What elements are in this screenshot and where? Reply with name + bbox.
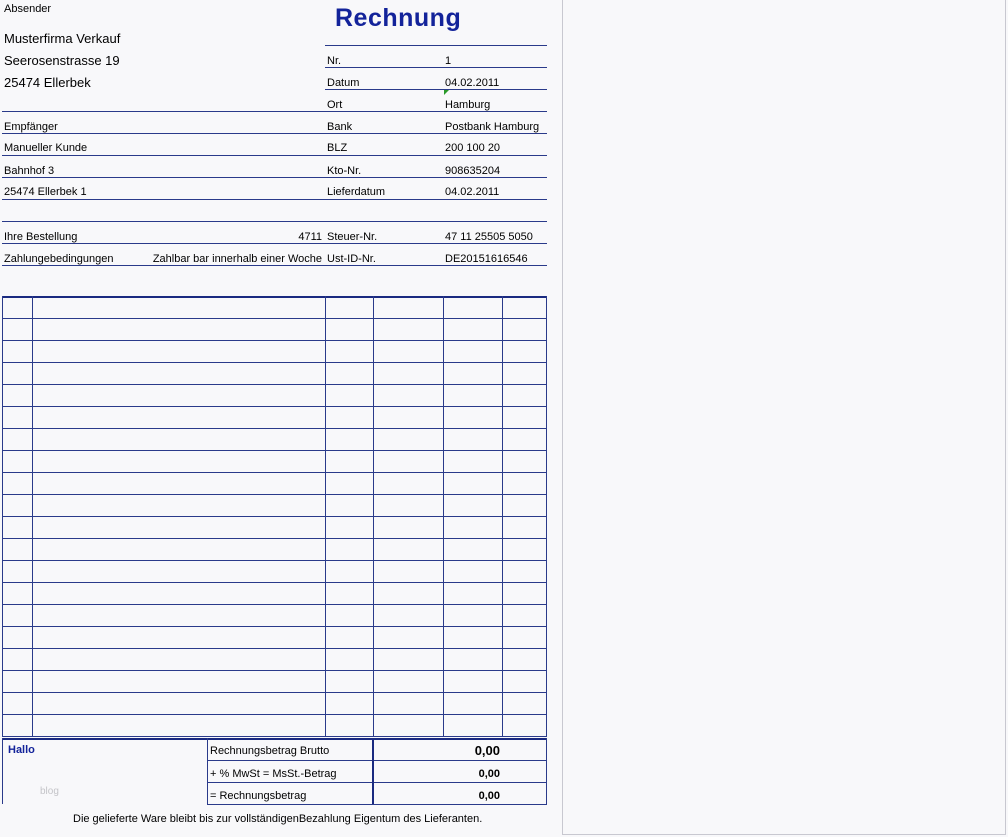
table-row-line — [2, 472, 547, 473]
totals-row-line — [207, 782, 547, 783]
detail-value: 04.02.2011 — [445, 77, 500, 89]
table-column-line — [546, 296, 547, 736]
divider-line — [2, 199, 547, 200]
footer-note: Die gelieferte Ware bleibt bis zur vollständigenBezahlung Eigentum des Lieferanten. — [73, 813, 483, 825]
totals-column-line — [207, 738, 208, 804]
table-column-line — [32, 296, 33, 736]
detail-value: Hamburg — [445, 99, 491, 111]
divider-line — [2, 155, 547, 156]
payment-terms-label: Zahlungebedingungen — [4, 253, 114, 265]
table-row-line — [2, 714, 547, 715]
table-column-line — [443, 296, 444, 736]
cell-comment-marker — [444, 90, 449, 95]
empty-sheet-area — [562, 0, 1006, 835]
table-row-line — [2, 582, 547, 583]
totals-row-line — [207, 760, 547, 761]
table-grid-line — [2, 296, 547, 298]
divider-line — [2, 111, 547, 112]
detail-value: 1 — [445, 55, 452, 67]
table-row-line — [2, 362, 547, 363]
table-row-line — [2, 604, 547, 605]
total-value: 0,00 — [474, 743, 500, 758]
divider-line — [2, 265, 547, 266]
table-row-line — [2, 516, 547, 517]
table-row-line — [2, 560, 547, 561]
detail-label: Ort — [327, 99, 343, 111]
totals-top-line — [2, 738, 547, 740]
recipient-name: Manueller Kunde — [4, 142, 88, 154]
watermark-text: blog — [40, 786, 59, 797]
table-row-line — [2, 670, 547, 671]
totals-column-line — [546, 738, 547, 804]
detail-value: 908635204 — [445, 165, 501, 177]
table-row-line — [2, 318, 547, 319]
total-value: 0,00 — [478, 790, 500, 802]
sender-street: Seerosenstrasse 19 — [4, 53, 120, 68]
detail-label: Bank — [327, 121, 353, 133]
sender-city: 25474 Ellerbek — [4, 75, 91, 90]
table-column-line — [373, 296, 374, 736]
recipient-city: 25474 Ellerbek 1 — [4, 186, 87, 198]
total-label: + % MwSt = MsSt.-Betrag — [210, 768, 337, 780]
divider-line — [325, 45, 547, 46]
invoice-title: Rechnung — [335, 4, 462, 32]
totals-row-line — [207, 804, 547, 805]
table-row-line — [2, 736, 547, 737]
order-value: 4711 — [298, 231, 322, 243]
detail-label: Kto-Nr. — [327, 165, 362, 177]
divider-line — [2, 133, 547, 134]
table-column-line — [2, 296, 3, 736]
table-row-line — [2, 538, 547, 539]
table-row-line — [2, 494, 547, 495]
table-row-line — [2, 626, 547, 627]
table-row-line — [2, 340, 547, 341]
note-text: Hallo — [8, 744, 35, 756]
totals-column-line — [2, 738, 3, 804]
recipient-street: Bahnhof 3 — [4, 165, 55, 177]
vat-id-label: Ust-ID-Nr. — [327, 253, 376, 265]
order-label: Ihre Bestellung — [4, 231, 78, 243]
totals-column-line — [372, 738, 374, 804]
divider-line — [2, 177, 547, 178]
table-column-line — [325, 296, 326, 736]
table-row-line — [2, 384, 547, 385]
detail-label: Lieferdatum — [327, 186, 386, 198]
divider-line — [2, 221, 547, 222]
table-column-line — [502, 296, 503, 736]
divider-line — [325, 67, 547, 68]
vat-id-value: DE20151616546 — [445, 253, 528, 265]
table-row-line — [2, 428, 547, 429]
table-row-line — [2, 406, 547, 407]
total-value: 0,00 — [478, 768, 500, 780]
table-row-line — [2, 648, 547, 649]
tax-number-label: Steuer-Nr. — [327, 231, 378, 243]
recipient-label: Empfänger — [4, 121, 58, 133]
divider-line — [2, 243, 547, 244]
table-row-line — [2, 692, 547, 693]
detail-value: Postbank Hamburg — [445, 121, 540, 133]
divider-line — [325, 89, 547, 90]
payment-terms-value: Zahlbar bar innerhalb einer Woche — [152, 253, 322, 265]
total-label: = Rechnungsbetrag — [210, 790, 307, 802]
detail-value: 04.02.2011 — [445, 186, 500, 198]
table-row-line — [2, 450, 547, 451]
sender-name: Musterfirma Verkauf — [4, 31, 121, 46]
total-label: Rechnungsbetrag Brutto — [210, 745, 330, 757]
detail-label: Datum — [327, 77, 360, 89]
sender-label: Absender — [4, 3, 52, 15]
tax-number-value: 47 11 25505 5050 — [445, 231, 533, 243]
detail-value: 200 100 20 — [445, 142, 501, 154]
detail-label: BLZ — [327, 142, 348, 154]
detail-label: Nr. — [327, 55, 342, 67]
